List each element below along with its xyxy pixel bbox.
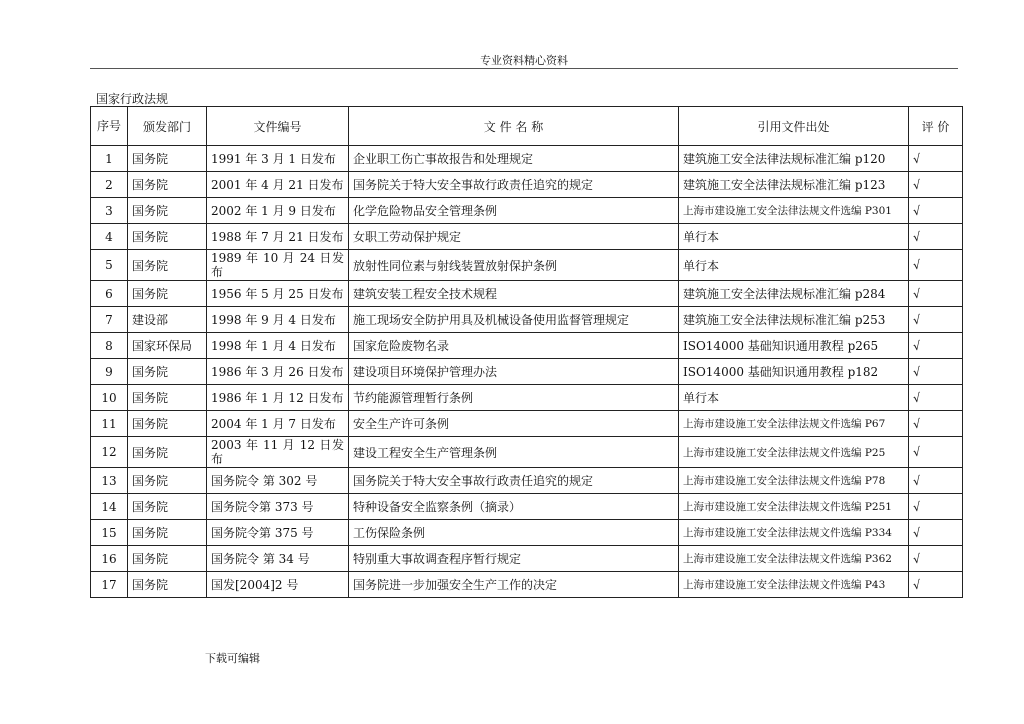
reference-source: 上海市建设施工安全法律法规文件选编 P25 [679, 437, 909, 468]
issuing-department: 建设部 [128, 307, 207, 333]
reference-source: 单行本 [679, 250, 909, 281]
evaluation-mark [909, 224, 963, 250]
issuing-department: 国务院 [128, 494, 207, 520]
document-name: 建设项目环境保护管理办法 [349, 359, 679, 385]
checkmark-icon: √ [912, 338, 922, 353]
issuing-department: 国务院 [128, 172, 207, 198]
document-name: 安全生产许可条例 [349, 411, 679, 437]
issuing-department: 国务院 [128, 359, 207, 385]
evaluation-mark [909, 359, 963, 385]
document-number: 1989 年 10 月 24 日发布 [207, 250, 349, 281]
issuing-department: 国务院 [128, 250, 207, 281]
issuing-department: 国务院 [128, 385, 207, 411]
reference-source: 上海市建设施工安全法律法规文件选编 P334 [679, 520, 909, 546]
reference-source: 建筑施工安全法律法规标准汇编 p120 [679, 146, 909, 172]
col-header-source: 引用文件出处 [679, 107, 909, 146]
col-header-doc-number: 文件编号 [207, 107, 349, 146]
document-number: 国务院令第 373 号 [207, 494, 349, 520]
table-row [91, 224, 963, 250]
reference-source: 上海市建设施工安全法律法规文件选编 P43 [679, 572, 909, 598]
table-row [91, 411, 963, 437]
document-number: 国务院令 第 34 号 [207, 546, 349, 572]
document-number: 1986 年 1 月 12 日发布 [207, 385, 349, 411]
page-header: 专业资料精心资料 [480, 54, 568, 67]
document-name: 建设工程安全生产管理条例 [349, 437, 679, 468]
evaluation-mark [909, 494, 963, 520]
table-row [91, 494, 963, 520]
row-number: 7 [91, 307, 128, 333]
document-number: 国务院令第 375 号 [207, 520, 349, 546]
regulations-table [90, 106, 963, 598]
checkmark-icon: √ [912, 257, 922, 273]
reference-source: ISO14000 基础知识通用教程 p265 [679, 333, 909, 359]
table-row [91, 520, 963, 546]
document-number: 2003 年 11 月 12 日发布 [207, 437, 349, 468]
issuing-department: 国家环保局 [128, 333, 207, 359]
evaluation-mark [909, 437, 963, 468]
checkmark-icon: √ [912, 203, 922, 218]
document-name: 女职工劳动保护规定 [349, 224, 679, 250]
document-number: 1988 年 7 月 21 日发布 [207, 224, 349, 250]
evaluation-mark [909, 307, 963, 333]
checkmark-icon: √ [912, 177, 922, 192]
reference-source: 单行本 [679, 385, 909, 411]
document-number: 1991 年 3 月 1 日发布 [207, 146, 349, 172]
issuing-department: 国务院 [128, 520, 207, 546]
row-number: 11 [91, 411, 128, 437]
document-number: 2002 年 1 月 9 日发布 [207, 198, 349, 224]
document-name: 国务院关于特大安全事故行政责任追究的规定 [349, 172, 679, 198]
row-number: 3 [91, 198, 128, 224]
document-name: 工伤保险条例 [349, 520, 679, 546]
document-name: 企业职工伤亡事故报告和处理规定 [349, 146, 679, 172]
evaluation-mark [909, 572, 963, 598]
reference-source: 建筑施工安全法律法规标准汇编 p123 [679, 172, 909, 198]
document-name: 化学危险物品安全管理条例 [349, 198, 679, 224]
issuing-department: 国务院 [128, 224, 207, 250]
row-number: 14 [91, 494, 128, 520]
reference-source: 上海市建设施工安全法律法规文件选编 P78 [679, 468, 909, 494]
table-row [91, 468, 963, 494]
row-number: 2 [91, 172, 128, 198]
table-row [91, 146, 963, 172]
table-row [91, 572, 963, 598]
reference-source: 上海市建设施工安全法律法规文件选编 P251 [679, 494, 909, 520]
issuing-department: 国务院 [128, 146, 207, 172]
row-number: 5 [91, 250, 128, 281]
row-number: 13 [91, 468, 128, 494]
evaluation-mark [909, 385, 963, 411]
table-row [91, 437, 963, 468]
col-header-evaluation: 评 价 [909, 107, 963, 146]
evaluation-mark [909, 468, 963, 494]
document-name: 特种设备安全监察条例（摘录） [349, 494, 679, 520]
table-row [91, 546, 963, 572]
checkmark-icon: √ [912, 312, 922, 327]
document-number: 国务院令 第 302 号 [207, 468, 349, 494]
issuing-department: 国务院 [128, 281, 207, 307]
reference-source: 建筑施工安全法律法规标准汇编 p284 [679, 281, 909, 307]
row-number: 8 [91, 333, 128, 359]
col-header-doc-name: 文 件 名 称 [349, 107, 679, 146]
document-number: 1998 年 1 月 4 日发布 [207, 333, 349, 359]
table-row [91, 250, 963, 281]
evaluation-mark [909, 333, 963, 359]
checkmark-icon: √ [912, 229, 922, 244]
section-title: 国家行政法规 [96, 92, 169, 106]
checkmark-icon: √ [912, 390, 922, 405]
table-row [91, 281, 963, 307]
reference-source: ISO14000 基础知识通用教程 p182 [679, 359, 909, 385]
page-footer: 下载可编辑 [205, 652, 260, 665]
evaluation-mark [909, 520, 963, 546]
row-number: 6 [91, 281, 128, 307]
evaluation-mark [909, 546, 963, 572]
issuing-department: 国务院 [128, 437, 207, 468]
table-row [91, 333, 963, 359]
row-number: 15 [91, 520, 128, 546]
table-row [91, 307, 963, 333]
document-name: 特别重大事故调查程序暂行规定 [349, 546, 679, 572]
row-number: 1 [91, 146, 128, 172]
table-row [91, 359, 963, 385]
issuing-department: 国务院 [128, 411, 207, 437]
row-number: 4 [91, 224, 128, 250]
reference-source: 建筑施工安全法律法规标准汇编 p253 [679, 307, 909, 333]
issuing-department: 国务院 [128, 198, 207, 224]
checkmark-icon: √ [912, 151, 922, 166]
checkmark-icon: √ [912, 286, 922, 301]
document-number: 2004 年 1 月 7 日发布 [207, 411, 349, 437]
document-name: 国务院关于特大安全事故行政责任追究的规定 [349, 468, 679, 494]
table-row [91, 172, 963, 198]
table-header-row [91, 107, 963, 146]
reference-source: 上海市建设施工安全法律法规文件选编 P67 [679, 411, 909, 437]
checkmark-icon: √ [912, 551, 922, 566]
checkmark-icon: √ [912, 364, 922, 379]
checkmark-icon: √ [912, 525, 922, 540]
issuing-department: 国务院 [128, 572, 207, 598]
row-number: 16 [91, 546, 128, 572]
row-number: 17 [91, 572, 128, 598]
checkmark-icon: √ [912, 473, 922, 488]
reference-source: 上海市建设施工安全法律法规文件选编 P301 [679, 198, 909, 224]
document-number: 1998 年 9 月 4 日发布 [207, 307, 349, 333]
document-number: 国发[2004]2 号 [207, 572, 349, 598]
row-number: 10 [91, 385, 128, 411]
reference-source: 单行本 [679, 224, 909, 250]
document-number: 1986 年 3 月 26 日发布 [207, 359, 349, 385]
row-number: 9 [91, 359, 128, 385]
document-number: 1956 年 5 月 25 日发布 [207, 281, 349, 307]
header-rule [90, 68, 958, 69]
col-header-no: 序号 [91, 107, 128, 146]
evaluation-mark [909, 146, 963, 172]
table-row [91, 198, 963, 224]
document-number: 2001 年 4 月 21 日发布 [207, 172, 349, 198]
checkmark-icon: √ [912, 577, 922, 592]
evaluation-mark [909, 281, 963, 307]
checkmark-icon: √ [912, 444, 922, 460]
document-name: 国务院进一步加强安全生产工作的决定 [349, 572, 679, 598]
evaluation-mark [909, 172, 963, 198]
row-number: 12 [91, 437, 128, 468]
evaluation-mark [909, 411, 963, 437]
document-name: 放射性同位素与射线装置放射保护条例 [349, 250, 679, 281]
reference-source: 上海市建设施工安全法律法规文件选编 P362 [679, 546, 909, 572]
evaluation-mark [909, 250, 963, 281]
document-name: 国家危险废物名录 [349, 333, 679, 359]
document-name: 建筑安装工程安全技术规程 [349, 281, 679, 307]
checkmark-icon: √ [912, 499, 922, 514]
col-header-dept: 颁发部门 [128, 107, 207, 146]
table-body [91, 146, 963, 598]
evaluation-mark [909, 198, 963, 224]
document-name: 节约能源管理暂行条例 [349, 385, 679, 411]
table-row [91, 385, 963, 411]
issuing-department: 国务院 [128, 468, 207, 494]
issuing-department: 国务院 [128, 546, 207, 572]
document-name: 施工现场安全防护用具及机械设备使用监督管理规定 [349, 307, 679, 333]
checkmark-icon: √ [912, 416, 922, 431]
